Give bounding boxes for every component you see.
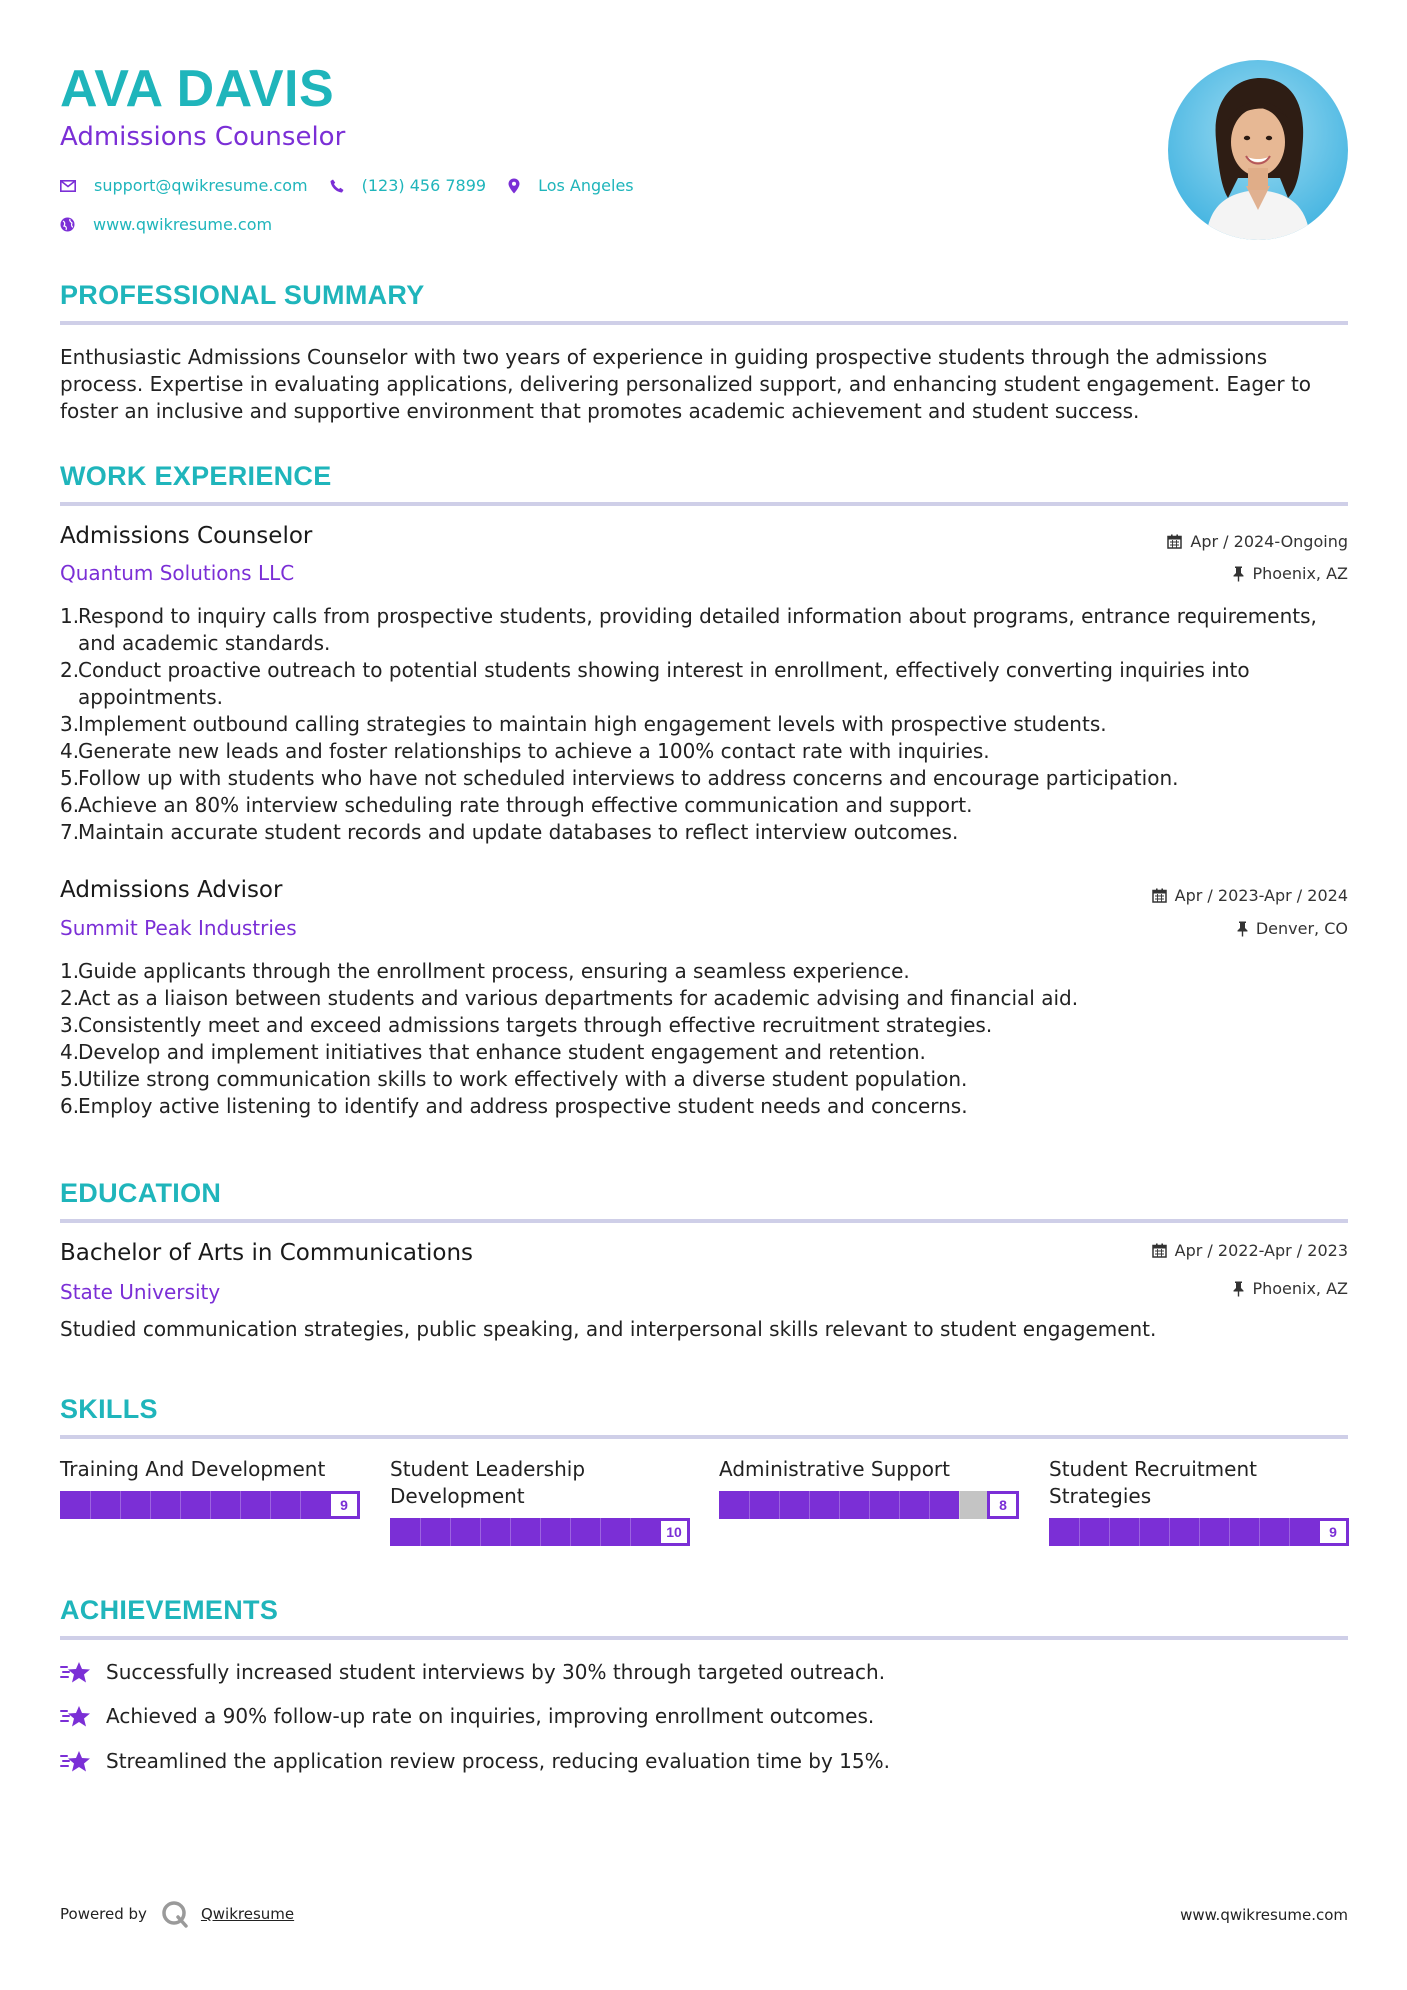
summary-text: Enthusiastic Admissions Counselor with two years of experience in guiding prospective students through the admissions process. Expertise in evaluating applications, delivering personalized support, and enhancing student engagement. Eager to foster an inclusive and supportive environment that promotes academic achievement and student success. [60, 345, 1312, 423]
candidate-title: Admissions Counselor [60, 122, 346, 152]
contact-row [60, 176, 1060, 195]
skill-bar-segment [899, 1491, 900, 1519]
achievements-divider [60, 1636, 1348, 1640]
skill-bar-segment [1259, 1518, 1260, 1546]
education-description: Studied communication strategies, public speaking, and interpersonal skills relevant to student engagement. [60, 1317, 1157, 1341]
skill-bar [60, 1491, 360, 1519]
skill-bar-segment [1079, 1518, 1080, 1546]
achievement-item [60, 1703, 874, 1729]
degree-title: Bachelor of Arts in Communications [60, 1240, 474, 1266]
contact-email[interactable] [60, 176, 308, 195]
calendar-icon [1167, 534, 1182, 549]
pushpin-icon [1233, 566, 1244, 582]
skill-bar-segment [869, 1491, 870, 1519]
summary-heading: PROFESSIONAL SUMMARY [60, 280, 425, 310]
education-divider [60, 1219, 1348, 1223]
skill-bar-segment [600, 1518, 601, 1546]
list-item: 4.Generate new leads and foster relationships to achieve a 100% contact rate with inquiries. [60, 739, 990, 763]
profile-photo [1168, 60, 1348, 240]
list-item: 1.Guide applicants through the enrollment process, ensuring a seamless experience. [60, 959, 910, 983]
skill-bar-segment [959, 1491, 960, 1519]
skills-divider [60, 1435, 1348, 1439]
job-company: Quantum Solutions LLC [60, 561, 295, 585]
list-item: 5.Utilize strong communication skills to work effectively with a diverse student population. [60, 1067, 968, 1091]
achievement-item [60, 1659, 885, 1685]
skill-bar-segment [630, 1518, 631, 1546]
skill-bar-segment [839, 1491, 840, 1519]
shooting-star-icon [60, 1748, 92, 1774]
shooting-star-icon [60, 1703, 92, 1729]
qwikresume-logo-icon [161, 1900, 189, 1928]
list-item: 3.Consistently meet and exceed admissions targets through effective recruitment strategies. [60, 1013, 993, 1037]
skill-bar-segment [1199, 1518, 1200, 1546]
skill-bar-segment [420, 1518, 421, 1546]
phone-text: (123) 456 7899 [361, 176, 487, 195]
achievement-text: Successfully increased student interviews by 30% through targeted outreach. [106, 1660, 886, 1684]
skill-bar-segment [210, 1491, 211, 1519]
list-item: 3.Implement outbound calling strategies to maintain high engagement levels with prospective students. [60, 712, 1107, 736]
footer-website[interactable]: www.qwikresume.com [1180, 1906, 1348, 1924]
skill-bar-segment [120, 1491, 121, 1519]
skill-bar-segment [450, 1518, 451, 1546]
job-dates [1167, 532, 1348, 551]
list-item: 1.Respond to inquiry calls from prospective students, providing detailed information about programs, entrance requirements, and academic standards. [60, 604, 1317, 655]
achievement-text: Streamlined the application review process, reducing evaluation time by 15%. [106, 1749, 890, 1773]
list-item: 2.Act as a liaison between students and various departments for academic advising and financial aid. [60, 986, 1079, 1010]
skill-bar-segment [570, 1518, 571, 1546]
skill-name: Training And Development [60, 1457, 326, 1481]
email-text: support@qwikresume.com [94, 176, 308, 195]
skill-bar-segment [150, 1491, 151, 1519]
skill-item [719, 1456, 1019, 1519]
skill-score: 8 [987, 1491, 1019, 1519]
calendar-icon [1152, 1243, 1167, 1258]
skill-bar [719, 1491, 1019, 1519]
education-location [1233, 1279, 1348, 1298]
skill-bar [1049, 1518, 1349, 1546]
job-location-text: Phoenix, AZ [1252, 564, 1348, 583]
skill-item [60, 1456, 360, 1519]
skill-bar-segment [1109, 1518, 1110, 1546]
summary-divider [60, 321, 1348, 325]
qwikresume-link[interactable]: Qwikresume [200, 1905, 295, 1923]
pushpin-icon [1233, 1281, 1244, 1297]
skill-bar-segment [809, 1491, 810, 1519]
education-dates [1152, 1241, 1348, 1260]
list-item: 7.Maintain accurate student records and update databases to reflect interview outcomes. [60, 820, 959, 844]
job-location [1233, 564, 1348, 583]
skills-heading: SKILLS [60, 1394, 158, 1424]
achievement-item [60, 1748, 890, 1774]
school-name: State University [60, 1280, 221, 1304]
skill-bar-segment [1169, 1518, 1170, 1546]
achievements-heading: ACHIEVEMENTS [60, 1595, 279, 1625]
experience-heading: WORK EXPERIENCE [60, 461, 332, 491]
globe-icon [60, 217, 75, 232]
powered-by-text: Powered by [60, 1905, 147, 1923]
skill-bar-segment [1289, 1518, 1290, 1546]
job-responsibilities [60, 603, 1350, 846]
education-heading: EDUCATION [60, 1178, 222, 1208]
skill-name: Student Recruitment Strategies [1049, 1457, 1257, 1508]
pushpin-icon [1237, 921, 1248, 937]
footer-powered-by [60, 1900, 294, 1928]
skill-bar [390, 1518, 690, 1546]
skill-bar-segment [270, 1491, 271, 1519]
contact-website[interactable] [60, 215, 1060, 234]
skill-item [1049, 1456, 1349, 1546]
skill-bar-segment [1229, 1518, 1230, 1546]
job-location-text: Denver, CO [1255, 919, 1348, 938]
skill-bar-segment [779, 1491, 780, 1519]
list-item: 4.Develop and implement initiatives that enhance student engagement and retention. [60, 1040, 926, 1064]
contact-phone[interactable] [330, 176, 486, 195]
skill-bar-segment [180, 1491, 181, 1519]
job-title: Admissions Counselor [60, 523, 313, 549]
portrait-image [1168, 60, 1348, 240]
website-text: www.qwikresume.com [93, 215, 273, 234]
skill-score: 9 [328, 1491, 360, 1519]
skill-item [390, 1456, 690, 1546]
achievement-text: Achieved a 90% follow-up rate on inquiries, improving enrollment outcomes. [106, 1704, 875, 1728]
skill-bar-segment [749, 1491, 750, 1519]
calendar-icon [1152, 888, 1167, 903]
skill-fill [60, 1491, 330, 1519]
resume-header [60, 58, 1060, 234]
job-dates-text: Apr / 2023-Apr / 2024 [1174, 886, 1348, 905]
job-dates-text: Apr / 2024-Ongoing [1190, 532, 1348, 551]
skill-bar-segment [240, 1491, 241, 1519]
skill-bar-segment [300, 1491, 301, 1519]
skill-name: Administrative Support [719, 1457, 950, 1481]
phone-icon [330, 179, 344, 193]
skill-fill [1049, 1518, 1319, 1546]
location-text: Los Angeles [538, 176, 634, 195]
job-title: Admissions Advisor [60, 877, 283, 903]
education-dates-text: Apr / 2022-Apr / 2023 [1174, 1241, 1348, 1260]
job-company: Summit Peak Industries [60, 916, 297, 940]
list-item: 6.Employ active listening to identify and address prospective student needs and concerns. [60, 1094, 968, 1118]
candidate-name: AVA DAVIS [60, 60, 335, 118]
list-item: 6.Achieve an 80% interview scheduling rate through effective communication and support. [60, 793, 973, 817]
contact-location [508, 176, 634, 195]
skill-bar-segment [1139, 1518, 1140, 1546]
skill-bar-segment [510, 1518, 511, 1546]
skill-bar-segment [929, 1491, 930, 1519]
skill-score: 9 [1317, 1518, 1349, 1546]
job-location [1237, 919, 1348, 938]
job-dates [1152, 886, 1348, 905]
skill-bar-segment [90, 1491, 91, 1519]
list-item: 5.Follow up with students who have not scheduled interviews to address concerns and encourage participation. [60, 766, 1179, 790]
envelope-icon [60, 180, 76, 192]
skill-score: 10 [658, 1518, 690, 1546]
experience-divider [60, 502, 1348, 506]
shooting-star-icon [60, 1659, 92, 1685]
education-location-text: Phoenix, AZ [1252, 1279, 1348, 1298]
map-pin-icon [508, 178, 520, 194]
list-item: 2.Conduct proactive outreach to potential students showing interest in enrollment, effectively converting inquiries into appointments. [60, 658, 1250, 709]
job-responsibilities [60, 958, 1350, 1120]
skill-name: Student Leadership Development [390, 1457, 586, 1508]
skill-bar-segment [540, 1518, 541, 1546]
skill-bar-segment [480, 1518, 481, 1546]
